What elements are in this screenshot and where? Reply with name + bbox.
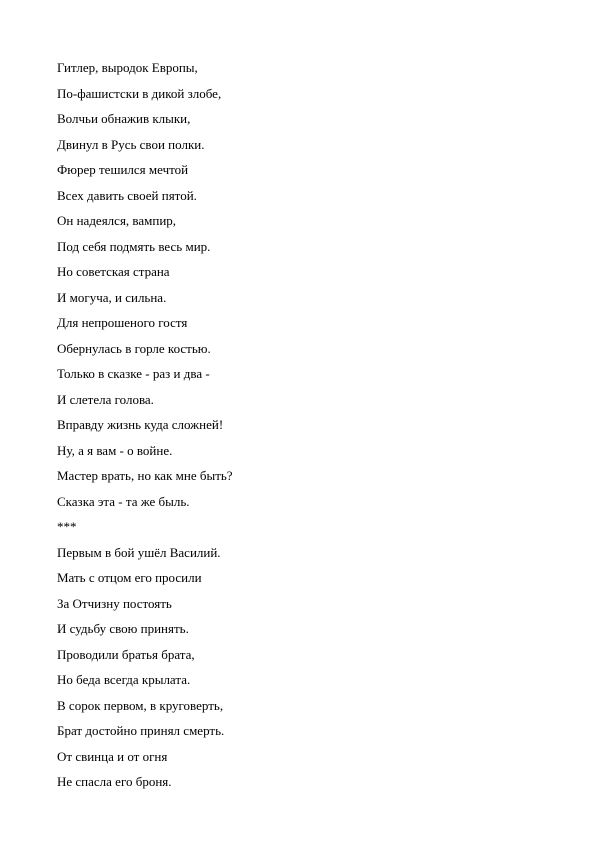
poem-line: За Отчизну постоять [57,595,172,611]
poem-line: Мать с отцом его просили [57,570,202,585]
poem-line: И могуча, и сильна. [57,289,167,305]
poem-line: Но беда всегда крылата. [57,672,191,687]
poem-line: Гитлер, выродок Европы, [57,60,198,75]
poem-line: Мастер врать, но как мне быть? [57,468,233,483]
poem-line: Не спасла его броня. [57,774,172,789]
section-separator: *** [57,519,77,534]
poem-text [57,55,557,795]
poem-line: И слетела голова. [57,391,154,407]
poem-line: По-фашистски в дикой злобе, [57,85,222,101]
poem-line: И судьбу свою принять. [57,621,189,636]
poem-line: Ну, а я вам - о войне. [57,442,173,458]
poem-line: Обернулась в горле костью. [57,340,211,356]
poem-line: Проводили братья брата, [57,646,195,662]
poem-line: В сорок первом, в круговерть, [57,697,224,713]
poem-line: Фюрер тешился мечтой [57,162,189,177]
poem-line: Для непрошеного гостя [57,315,188,330]
poem-line: От свинца и от огня [57,748,168,764]
poem-line: Всех давить своей пятой. [57,187,197,203]
poem-line: Он надеялся, вампир, [57,213,177,228]
poem-line: Двинул в Русь свои полки. [57,136,205,152]
poem-line: Брат достойно принял смерть. [57,723,225,738]
poem-line: Но советская страна [57,264,170,279]
poem-line: Под себя подмять весь мир. [57,238,211,254]
poem-line: Вправду жизнь куда сложней! [57,417,224,432]
poem-line: Первым в бой ушёл Василий. [57,544,221,560]
poem-line: Сказка эта - та же быль. [57,493,190,509]
poem-line: Волчьи обнажив клыки, [57,111,191,126]
poem-line: Только в сказке - раз и два - [57,366,210,381]
